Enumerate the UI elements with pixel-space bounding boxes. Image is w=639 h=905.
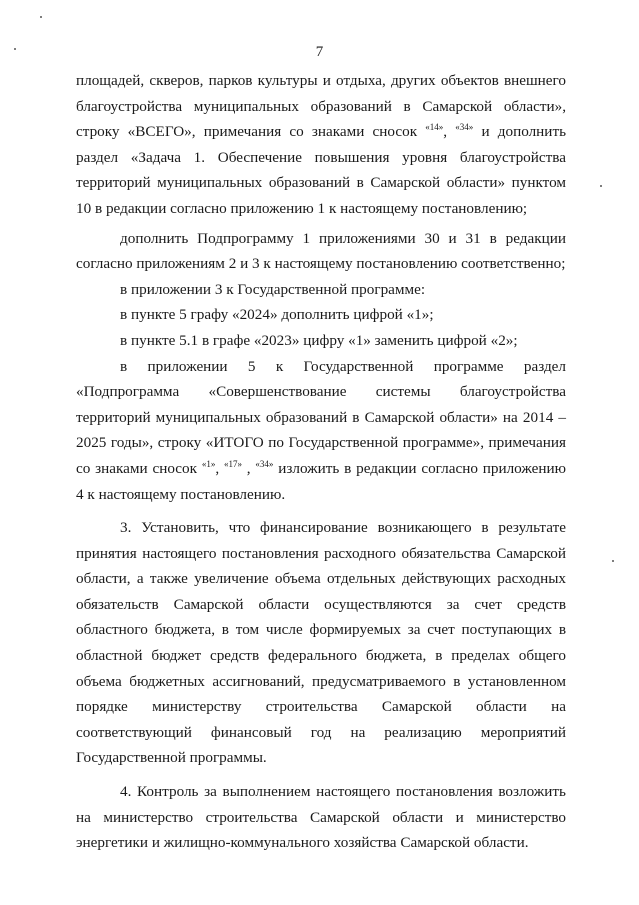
paragraph-2: дополнить Подпрограмму 1 приложениями 30 и 31 в редакции согласно приложениям 2 и 3 к настоящему постановлению соответственно;: [76, 229, 566, 273]
paragraph-3: в приложении 3 к Государственной программе:: [120, 280, 426, 298]
paragraph-6: в приложении 5 к Государственной программе раздел «Подпрограмма «Совершенствование системы благоустройства территорий муниципальных образований в Самарской области» на 2014 – 2025 годы», строку «ИТОГО по Государственной программе», примечания со знаками сносок $^{«1»}$, $^{«17»}$ , $^{«34»}$ изложить в редакции согласно приложению 4 к настоящему постановлению.: [76, 357, 567, 503]
footnote-mark-14: «14»: [425, 122, 444, 133]
footnote-mark-34: «34»: [455, 122, 474, 133]
document-body: [76, 68, 566, 856]
paragraph-4: в пункте 5 графу «2024» дополнить цифрой «1»;: [120, 306, 434, 324]
paragraph-1: площадей, скверов, парков культуры и отдыха, других объектов внешнего благоустройства муниципальных образований в Самарской области», строку «ВСЕГО», примечания со знаками сносок $^{«14»}$, $^{«34»}$ и дополнить раздел «Задача 1. Обеспечение повышения уровня благоустройства территорий муниципальных образований в Самарской области» пунктом 10 в редакции согласно приложению 1 к настоящему постановлению;: [76, 72, 567, 217]
page-number: 7: [315, 44, 324, 60]
scan-speck: [14, 48, 16, 50]
scan-speck: [600, 185, 602, 187]
footnote-mark-34b: «34»: [255, 458, 274, 469]
paragraph-8: 4. Контроль за выполнением настоящего постановления возложить на министерство строительства Самарской области и министерство энергетики и жилищно-коммунального хозяйства Самарской области.: [76, 783, 566, 852]
paragraph-5: в пункте 5.1 в графе «2023» цифру «1» заменить цифрой «2»;: [120, 331, 518, 349]
paragraph-7: 3. Установить, что финансирование возникающего в результате принятия настоящего постановления расходного обязательства Самарской области, а также увеличение объема отдельных действующих расходных обязательств Самарской области осуществляются за счет средств областного бюджета, в том числе формируемых за счет поступающих в областной бюджет средств федерального бюджета, в пределах общего объема бюджетных ассигнований, предусматриваемого в установленном порядке министерству строительства Самарской области на соответствующий финансовый год на реализацию мероприятий Государственной программы.: [76, 519, 566, 767]
scan-speck: [40, 16, 42, 18]
scan-speck: [612, 560, 614, 562]
footnote-mark-1: «1»: [201, 458, 216, 469]
footnote-mark-17: «17»: [223, 458, 242, 469]
